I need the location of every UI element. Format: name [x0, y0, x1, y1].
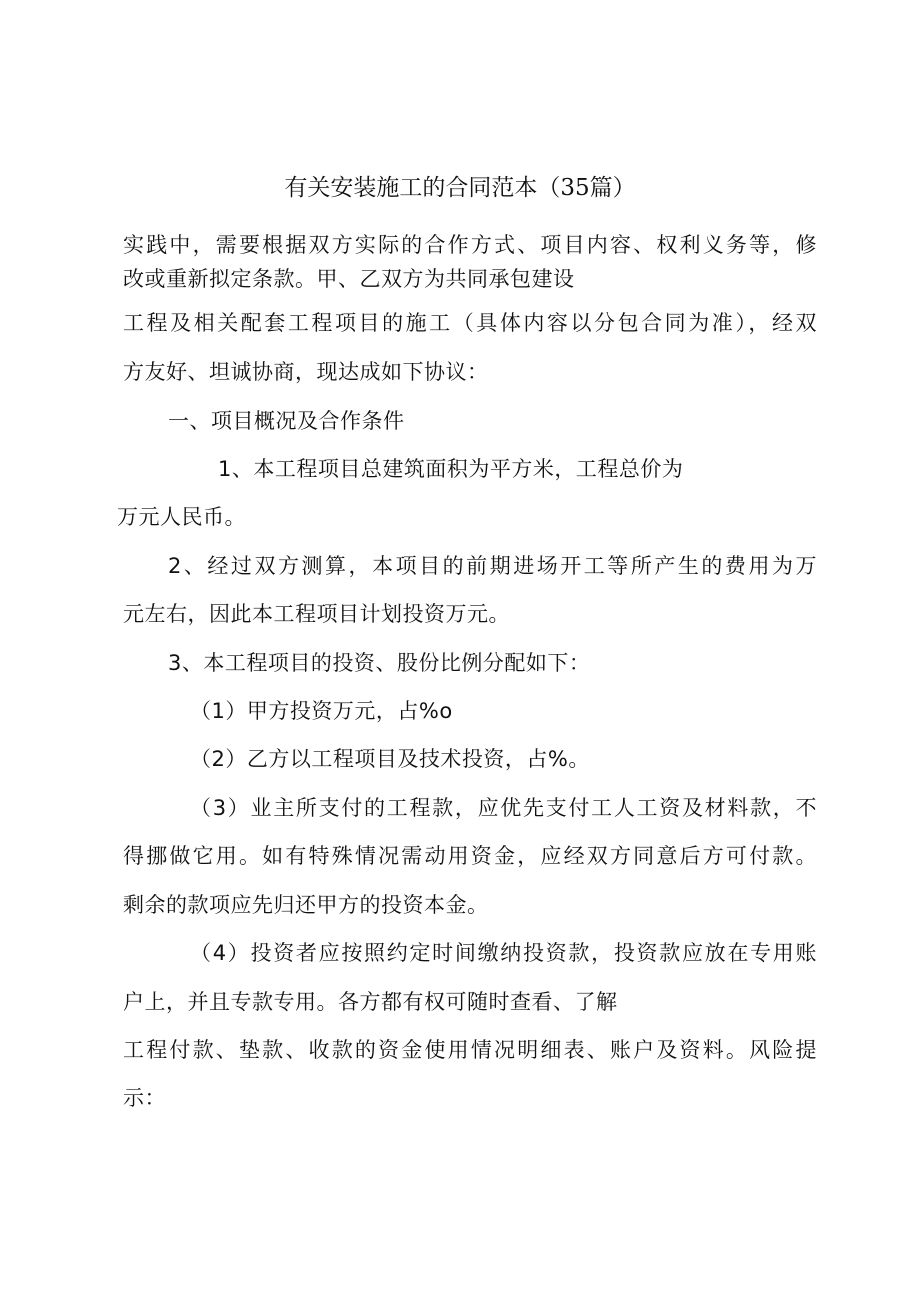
text-line-15: 剩余的款项应先归还甲方的投资本金。: [123, 893, 489, 917]
text-line-3: 工程及相关配套工程项目的施工（具体内容以分包合同为准），经双: [123, 311, 817, 335]
text-line-10: 3、本工程项目的投资、股份比例分配如下：: [168, 651, 591, 675]
text-line-12: （2）乙方以工程项目及技术投资，占%。: [190, 747, 590, 771]
text-line-16: （4）投资者应按照约定时间缴纳投资款，投资款应放在专用账: [190, 941, 817, 965]
text-line-7: 万元人民币。: [117, 505, 246, 529]
text-line-13: （3）业主所支付的工程款，应优先支付工人工资及材料款，不: [190, 796, 817, 820]
text-line-6: 1、本工程项目总建筑面积为平方米，工程总价为: [218, 457, 684, 481]
section-heading-1: 一、项目概况及合作条件: [168, 409, 405, 433]
text-line-8: 2、经过双方测算，本项目的前期进场开工等所产生的费用为万: [168, 554, 817, 578]
text-line-18: 工程付款、垫款、收款的资金使用情况明细表、账户及资料。风险提: [123, 1038, 817, 1062]
text-line-19: 示：: [123, 1086, 166, 1110]
text-line-4: 方友好、坦诚协商，现达成如下协议：: [123, 360, 489, 384]
text-line-17: 户上，并且专款专用。各方都有权可随时查看、了解: [123, 990, 618, 1014]
text-line-14: 得挪做它用。如有特殊情况需动用资金，应经双方同意后方可付款。: [123, 844, 817, 868]
text-line-11: （1）甲方投资万元，占%o: [190, 699, 453, 723]
text-line-2: 改或重新拟定条款。甲、乙双方为共同承包建设: [123, 267, 575, 291]
text-line-9: 元左右，因此本工程项目计划投资万元。: [123, 602, 510, 626]
text-line-1: 实践中，需要根据双方实际的合作方式、项目内容、权利义务等，修: [123, 233, 817, 257]
document-title: 有关安装施工的合同范本（35篇）: [284, 175, 636, 201]
